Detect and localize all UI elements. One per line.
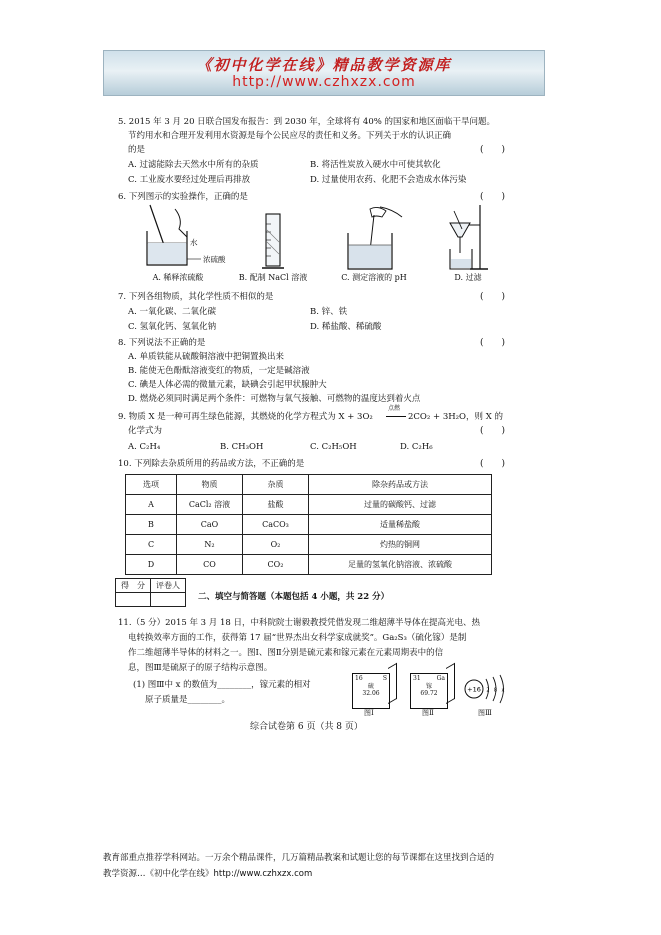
q7-option-c: C. 氢氧化钙、氢氧化钠 bbox=[128, 322, 217, 332]
table-cell: 适量稀盐酸 bbox=[309, 515, 492, 535]
q5-answer-paren: ( ) bbox=[480, 145, 506, 155]
table-cell: O₂ bbox=[243, 535, 309, 555]
q5-line2: 节约用水和合理开发利用水资源是每个公民应尽的责任和义务。下列关于水的认识正确 bbox=[128, 131, 452, 141]
q5-option-d: D. 过量使用农药、化肥不会造成水体污染 bbox=[310, 175, 467, 185]
label-water: 水 bbox=[190, 238, 198, 247]
element-cell-gallium bbox=[410, 673, 448, 709]
q9-line2: 化学式为 bbox=[128, 426, 163, 436]
q8-stem: 8. 下列说法不正确的是 bbox=[118, 338, 206, 348]
table-row bbox=[126, 495, 492, 515]
q6-answer-paren: ( ) bbox=[480, 192, 506, 202]
q9-option-d: D. C₂H₆ bbox=[400, 442, 433, 452]
table-header: 杂质 bbox=[243, 475, 309, 495]
fig2-caption: 图Ⅱ bbox=[422, 709, 434, 717]
fig1-caption: 图Ⅰ bbox=[364, 709, 374, 717]
table-cell: B bbox=[126, 515, 177, 535]
table-header: 选项 bbox=[126, 475, 177, 495]
q6-stem: 6. 下列图示的实验操作，正确的是 bbox=[118, 192, 248, 202]
q8-option-d: D. 燃烧必须同时满足两个条件：可燃物与氧气接触、可燃物的温度达到着火点 bbox=[128, 394, 421, 404]
cube-side bbox=[388, 663, 397, 704]
table-cell: CaO bbox=[177, 515, 243, 535]
q9-arrow bbox=[386, 416, 406, 417]
site-banner bbox=[103, 50, 545, 96]
section2-title: 二、填空与简答题（本题包括 4 小题，共 22 分） bbox=[198, 592, 390, 602]
page-number: 综合试卷第 6 页（共 8 页） bbox=[250, 722, 363, 732]
q11-line2: 电转换效率方面的工作，获得第 17 届“世界杰出女科学家成就奖”。Ga₂S₃（硫化镓）是制 bbox=[128, 633, 467, 643]
q5-line1: 5. 2015 年 3 月 20 日联合国发布报告：到 2030 年，全球将有 40% 的国家和地区面临干旱问题。 bbox=[118, 117, 496, 127]
q8-answer-paren: ( ) bbox=[480, 338, 506, 348]
banner-url[interactable]: http://www.czhxzx.com bbox=[232, 74, 416, 90]
q11-line1: 11.（5 分）2015 年 3 月 18 日，中科院院士谢毅教授凭借发现二维超薄半导体在提高光电、热 bbox=[118, 618, 480, 628]
table-cell: A bbox=[126, 495, 177, 515]
gallium-name: 镓 bbox=[425, 683, 432, 690]
q11-sub1-line1: (1) 图Ⅲ中 x 的数值为________，镓元素的相对 bbox=[133, 680, 311, 690]
q7-option-d: D. 稀盐酸、稀硫酸 bbox=[310, 322, 382, 332]
q7-stem: 7. 下列各组物质，其化学性质不相似的是 bbox=[118, 292, 274, 302]
score-label: 得 分 bbox=[116, 579, 151, 593]
table-cell: N₂ bbox=[177, 535, 243, 555]
table-cell: CO bbox=[177, 555, 243, 575]
cube-side bbox=[446, 663, 455, 704]
q7-option-a: A. 一氧化碳、二氧化碳 bbox=[128, 307, 217, 317]
table-cell: 足量的氢氧化钠溶液、浓硫酸 bbox=[309, 555, 492, 575]
table-cell: 灼热的铜网 bbox=[309, 535, 492, 555]
score-box bbox=[115, 578, 186, 607]
caption-b: B. 配制 NaCl 溶液 bbox=[238, 273, 308, 282]
table-header: 除杂药品或方法 bbox=[309, 475, 492, 495]
table-cell: CaCO₃ bbox=[243, 515, 309, 535]
sulfur-symbol: S bbox=[382, 675, 387, 682]
shell-2: 8 bbox=[493, 687, 498, 694]
q9-option-b: B. CH₃OH bbox=[220, 442, 264, 452]
caption-d: D. 过滤 bbox=[454, 273, 482, 282]
q11-line4: 息，图Ⅲ是硫原子的原子结构示意图。 bbox=[128, 663, 273, 673]
label-concentrated-acid: 浓硫酸 bbox=[203, 255, 226, 264]
q9-option-c: C. C₂H₅OH bbox=[310, 442, 357, 452]
q5-line3: 的是 bbox=[128, 145, 146, 155]
q8-option-c: C. 碘是人体必需的微量元素，缺碘会引起甲状腺肿大 bbox=[128, 380, 327, 390]
banner-title: 《初中化学在线》精品教学资源库 bbox=[196, 56, 452, 74]
q9-answer-paren: ( ) bbox=[480, 426, 506, 436]
table-cell: C bbox=[126, 535, 177, 555]
shell-3: x bbox=[501, 687, 505, 694]
q10-table bbox=[125, 474, 492, 575]
q5-option-c: C. 工业废水要经过处理后再排放 bbox=[128, 175, 251, 185]
grader-label: 评卷人 bbox=[151, 579, 186, 593]
table-cell: 盐酸 bbox=[243, 495, 309, 515]
gallium-mass: 69.72 bbox=[420, 690, 438, 697]
figure-d-filtration bbox=[440, 203, 490, 273]
table-header: 物质 bbox=[177, 475, 243, 495]
gallium-symbol: Ga bbox=[436, 675, 445, 682]
q7-option-b: B. 锌、铁 bbox=[310, 307, 348, 317]
atom-structure-diagram bbox=[462, 672, 512, 706]
q5-option-a: A. 过滤能除去天然水中所有的杂质 bbox=[128, 160, 259, 170]
q8-option-b: B. 能使无色酚酞溶液变红的物质，一定是碱溶液 bbox=[128, 366, 310, 376]
sulfur-number: 16 bbox=[355, 675, 363, 682]
table-cell: D bbox=[126, 555, 177, 575]
fig3-caption: 图Ⅲ bbox=[478, 709, 492, 717]
q9-condition: 点燃 bbox=[388, 405, 401, 412]
q7-answer-paren: ( ) bbox=[480, 292, 506, 302]
q10-answer-paren: ( ) bbox=[480, 459, 506, 469]
table-cell: CaCl₂ 溶液 bbox=[177, 495, 243, 515]
grader-cell bbox=[151, 593, 186, 607]
shell-1: 2 bbox=[486, 687, 490, 694]
q9-option-a: A. C₂H₄ bbox=[128, 442, 161, 452]
table-cell: CO₂ bbox=[243, 555, 309, 575]
q11-sub1-line2: 原子质量是________。 bbox=[145, 695, 231, 705]
table-header-row bbox=[126, 475, 492, 495]
sulfur-name: 硫 bbox=[367, 683, 374, 690]
q9-line1: 9. 物质 X 是一种可再生绿色能源，其燃烧的化学方程式为 X + 3O₂ bbox=[118, 412, 373, 422]
site-footer-line1: 教育部重点推荐学科网站。一万余个精品课件，几万篇精品教案和试题让您的每节课都在这里找到合适的 bbox=[103, 853, 495, 863]
figure-b-graduated-cylinder bbox=[258, 212, 288, 272]
element-cell-sulfur bbox=[352, 673, 390, 709]
q5-option-b: B. 将活性炭放入硬水中可使其软化 bbox=[310, 160, 441, 170]
site-footer-line2[interactable]: 教学资源…《初中化学在线》http://www.czhxzx.com bbox=[103, 869, 313, 879]
table-row bbox=[126, 535, 492, 555]
figure-c-ph-test bbox=[340, 205, 410, 273]
table-row bbox=[126, 515, 492, 535]
q11-line3: 作二维超薄半导体的材料之一。图Ⅰ、图Ⅱ分别是硫元素和镓元素在元素周期表中的信 bbox=[128, 648, 444, 658]
caption-c: C. 测定溶液的 pH bbox=[341, 273, 407, 282]
gallium-number: 31 bbox=[413, 675, 421, 682]
sulfur-mass: 32.06 bbox=[362, 690, 380, 697]
nucleus-charge: +16 bbox=[467, 685, 481, 694]
q9-line1b: 2CO₂ + 3H₂O，则 X 的 bbox=[408, 412, 503, 422]
table-cell: 过量的碳酸钙、过滤 bbox=[309, 495, 492, 515]
q8-option-a: A. 单质铁能从硫酸铜溶液中把铜置换出来 bbox=[128, 352, 285, 362]
table-row bbox=[126, 555, 492, 575]
score-cell bbox=[116, 593, 151, 607]
caption-a: A. 稀释浓硫酸 bbox=[152, 273, 204, 282]
q10-stem: 10. 下列除去杂质所用的药品或方法，不正确的是 bbox=[118, 459, 305, 469]
